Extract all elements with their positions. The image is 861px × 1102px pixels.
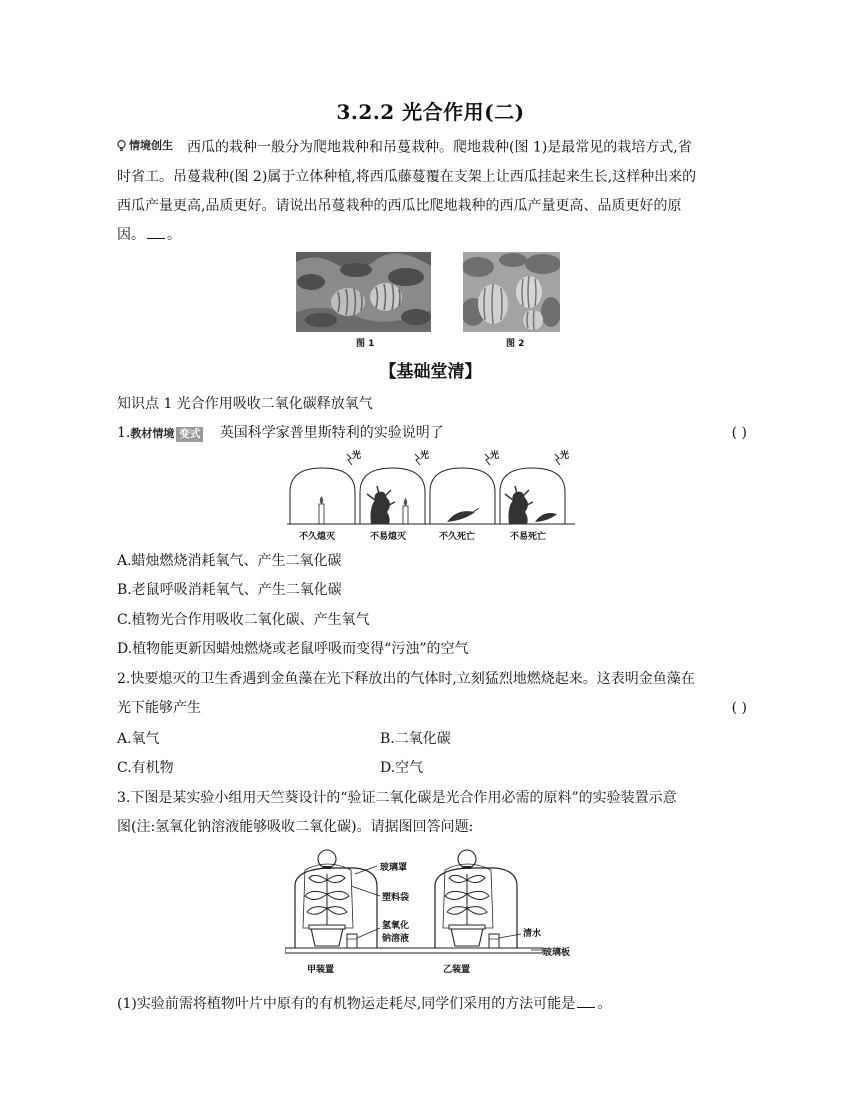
light-label-1: 光 — [352, 451, 362, 461]
q1-stem-line — [117, 423, 747, 444]
q1-option-d[interactable]: D.植物能更新因蜡烛燃烧或老鼠呼吸而变得“污浊”的空气 — [117, 641, 469, 657]
scenario-badge — [117, 131, 173, 160]
q3-stem-line-2: 图(注:氢氧化钠溶液能够吸收二氧化碳)。请据图回答问题: — [117, 819, 474, 835]
label-glass-cover: 玻璃罩 — [380, 863, 408, 873]
textbook-badge-label: 教材情境 — [130, 427, 175, 440]
q1-option-b[interactable]: B.老鼠呼吸消耗氧气、产生二氧化碳 — [117, 582, 342, 598]
intro-paragraph — [117, 131, 747, 250]
jar-caption-2: 不易熄灭 — [370, 532, 407, 542]
q3-sub1-blank[interactable] — [577, 993, 595, 1008]
q3-subquestion-1 — [117, 993, 747, 1014]
intro-last-prefix: 因。 — [117, 226, 145, 243]
label-naoh-1: 氢氧化 — [382, 921, 410, 931]
q2-option-b[interactable]: B.二氧化碳 — [380, 731, 451, 747]
label-device-a: 甲装置 — [307, 965, 335, 975]
q1-number: 1. — [117, 425, 131, 441]
fig1-caption: 图 1 — [356, 339, 375, 349]
intro-text-1: 西瓜的栽种一般分为爬地栽种和吊蔓栽种。爬地栽种(图 1)是最常见的栽培方式,省 — [187, 139, 692, 156]
q1-option-c[interactable]: C.植物光合作用吸收二氧化碳、产生氧气 — [117, 612, 370, 628]
q2-stem-line-1: 2.快要熄灭的卫生香遇到金鱼藻在光下释放出的气体时,立刻猛烈地燃烧起来。这表明金鱼藻在 — [117, 671, 695, 687]
intro-line-1 — [117, 131, 747, 163]
q1-answer-paren[interactable]: ( ) — [731, 425, 747, 441]
knowledge-point: 知识点 1 光合作用吸收二氧化碳释放氧气 — [117, 396, 373, 412]
label-naoh-2: 钠溶液 — [382, 934, 410, 944]
jar-caption-3: 不久死亡 — [439, 532, 476, 542]
q2-answer-paren[interactable]: ( ) — [731, 700, 747, 716]
page-title: 3.2.2 光合作用(二) — [336, 100, 525, 124]
q2-stem-line-2 — [117, 698, 747, 718]
watermelon-ground-photo — [296, 252, 431, 332]
q2-option-a[interactable]: A.氧气 — [117, 731, 160, 747]
q2-option-d[interactable]: D.空气 — [380, 760, 424, 776]
lightbulb-icon — [117, 140, 126, 152]
q2-option-c[interactable]: C.有机物 — [117, 760, 174, 776]
priestley-experiment-figure — [287, 448, 575, 544]
light-label-4: 光 — [560, 451, 570, 461]
intro-line-3: 西瓜产量更高,品质更好。请说出吊蔓栽种的西瓜比爬地栽种的西瓜产量更高、品质更好的原 — [117, 197, 682, 214]
q1-option-a[interactable]: A.蜡烛燃烧消耗氧气、产生二氧化碳 — [117, 553, 342, 569]
scenario-badge-label: 情境创生 — [129, 139, 173, 152]
q1-stem: 英国科学家普里斯特利的实验说明了 — [219, 425, 444, 441]
label-device-b: 乙装置 — [443, 965, 471, 975]
fig2-caption: 图 2 — [506, 339, 525, 349]
jar-caption-4: 不易死亡 — [510, 532, 547, 542]
textbook-badge — [130, 424, 203, 444]
q3-stem-line-1: 3.下图是某实验小组用天竺葵设计的“验证二氧化碳是光合作用必需的原料”的实验装置示意 — [117, 790, 677, 806]
answer-blank[interactable] — [147, 224, 165, 239]
intro-last-suffix: 。 — [167, 226, 181, 243]
q2-stem-2: 光下能够产生 — [117, 700, 201, 716]
q3-sub1-text: (1)实验前需将植物叶片中原有的有机物运走耗尽,同学们采用的方法可能是 — [117, 996, 576, 1012]
section-heading: 【基础堂清】 — [379, 362, 482, 382]
label-plastic-bag: 塑料袋 — [382, 893, 410, 903]
intro-line-4 — [117, 221, 747, 250]
intro-line-2: 时省工。吊蔓栽种(图 2)属于立体种植,将西瓜藤蔓覆在支架上让西瓜挂起来生长,这样种出来的 — [117, 168, 697, 185]
variant-chip: 变式 — [176, 427, 203, 442]
light-label-2: 光 — [420, 451, 430, 461]
q3-sub1-suffix: 。 — [597, 996, 612, 1012]
watermelon-hanging-photo — [463, 252, 560, 332]
light-label-3: 光 — [490, 451, 500, 461]
label-water: 清水 — [523, 929, 542, 939]
jar-caption-1: 不久熄灭 — [299, 532, 336, 542]
co2-experiment-figure — [285, 846, 585, 976]
label-glass-plate: 玻璃板 — [543, 948, 571, 958]
